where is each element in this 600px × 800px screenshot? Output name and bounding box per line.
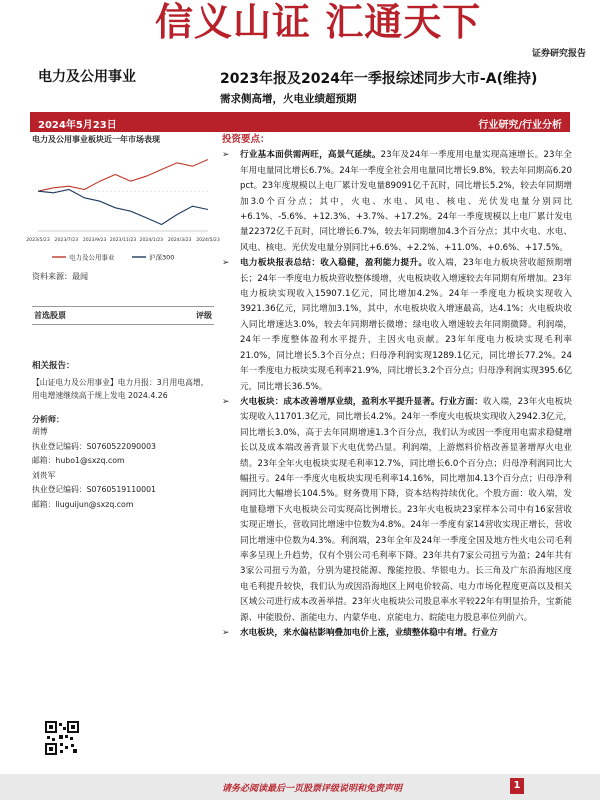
legend-label: 电力及公用事业	[69, 253, 115, 262]
report-category: 行业研究/行业分析	[478, 120, 562, 131]
chart-source: 资料来源：最闻	[32, 272, 88, 281]
paragraph-lead: 水电板块，来水偏枯影响叠加电价上涨，业绩整体稳中有增。行业方	[240, 628, 498, 638]
related-reports-heading: 相关报告：	[32, 361, 75, 371]
x-tick-label: 2023/9/23	[82, 238, 107, 243]
analyst-cert: 执业登记编码：S0760519110001	[32, 485, 157, 494]
x-tick-label: 2023/11/23	[109, 238, 137, 243]
qr-code-icon	[45, 721, 79, 755]
arrow-bullet-icon: ➢	[222, 628, 230, 638]
paragraph	[222, 395, 572, 626]
series-line-0	[38, 160, 208, 192]
sidebar	[26, 132, 220, 752]
header-band	[30, 112, 570, 132]
first-stock-header	[32, 306, 214, 325]
paragraph-lead: 行业基本面供需两旺，高景气延续。	[240, 150, 381, 161]
x-tick-label: 2023/5/23	[26, 238, 50, 243]
report-date: 2024年5月23日	[38, 120, 117, 131]
disclaimer-link[interactable]: 请务必阅读最后一页股票评级说明和免责声明	[222, 784, 403, 794]
x-tick-label: 2024/1/23	[139, 238, 164, 243]
arrow-bullet-icon: ➢	[222, 150, 230, 161]
analyst-name: 胡博	[32, 427, 48, 436]
footer-bar	[0, 774, 600, 800]
paragraph	[222, 256, 572, 395]
x-tick-label: 2023/7/23	[54, 238, 79, 243]
paragraph	[222, 626, 572, 641]
investment-points-heading: 投资要点：	[222, 134, 270, 145]
chart-title: 电力及公用事业板块近一年市场表现	[32, 135, 160, 144]
paragraph-lead: 电力板块报表总结：收入稳健，盈利能力提升。	[240, 258, 428, 269]
first-stock-label: 首选股票	[34, 311, 66, 320]
arrow-bullet-icon: ➢	[222, 258, 230, 269]
report-subtitle: 需求侧高增，火电业绩超预期	[220, 93, 357, 105]
page-number: 1	[510, 778, 524, 794]
analyst-name: 刘贵军	[32, 470, 56, 480]
market-performance-chart	[26, 147, 220, 267]
x-tick-label: 2024/3/23	[167, 238, 192, 243]
related-report-link[interactable]: 【山证电力及公用事业】电力月报：3月用电高增，用电增速继续高于规上发电 2024.4.26	[32, 378, 209, 400]
industry-name: 电力及公用事业	[38, 69, 136, 85]
report-type-label: 证券研究报告	[531, 49, 586, 59]
paragraph-text: 23年及24年一季度用电量实现高速增长。23年全年用电量同比增长6.7%。24年一季度全社会用电量同比增长9.8%，较去年同期高6.20 pct。23年度规模以上电厂累计发电量89091亿千瓦时，同比增长5.2%，较去年同期增加3.0个百分点；其中，火电、水电、风电、核电、光伏发电量分别同比+6.1%、-5.6%、+12.3%、+3.7%、+17.2%。24年一季度规模以上电厂累计发电量22372亿千瓦时，同比增长6.7%，较去年同期增加4.3个百分点；其中火电、水电、风电、核电、光伏发电量分别同比+6.6%、+2.2%、+11.0%、+0.6%、+17.5%。	[240, 150, 572, 253]
main-content	[222, 132, 572, 641]
legend-label: 沪深300	[149, 253, 175, 262]
analyst-email[interactable]: 邮箱：hubo1@sxzq.com	[32, 456, 125, 465]
paragraph-text: 收入端，23年火电板块实现收入11701.3亿元，同比增长4.2%。24年一季度火电板块实现收入2942.3亿元，同比增长3.0%，高于去年同期增速1.3个百分点，我们认为或因一季度用电需求稳健增长以及成本端改善背景下火电优势凸显。利润端，上游燃料价格改善显著增厚火电业绩。23年全年火电板块实现毛利率12.7%，同比增长6.0个百分点；归母净利润同比大幅扭亏。24年一季度火电板块实现毛利率14.16%，同比增加4.13个百分点；归母净利润同比大幅增长104.5%。财务费用下降，资本结构持续优化。个股方面：收入端，发电量稳增下火电板块公司实现高比例增长。23年火电板块23家样本公司中有16家营收实现正增长，营收同比增速中位数为4.8%。24年一季度有家14营收实现正增长，营收同比增速中位数为4.3%。利润端，23年全年及24年一季度全国及地方性火电公司毛利率多呈现上升趋势，仅有个别公司毛利率下降。23年共有7家公司扭亏为盈；24年共有3家公司扭亏为盈，分别为建投能源、豫能控股、华银电力。长三角及广东沿海地区度电毛利提升较快，我们认为或因沿海地区上网电价较高、电力市场化程度更高以及相关区域公司进行成本改善举措。23年火电板块公司股息率水平较22年有明显抬升，宝新能源、申能股份、浙能电力、内蒙华电、京能电力、皖能电力股息率位列前六。	[240, 396, 572, 623]
analyst-cert: 执业登记编码：S0760522090003	[32, 441, 157, 451]
arrow-bullet-icon: ➢	[222, 396, 230, 407]
rating-label: 评级	[196, 311, 212, 320]
analysts-heading: 分析师：	[32, 415, 64, 424]
paragraph	[222, 148, 572, 256]
paragraph-lead: 火电板块：成本改善增厚业绩，盈利水平提升显著。行业方面：	[240, 396, 483, 407]
brand-logo: 信义山证 汇通天下	[155, 0, 482, 44]
paragraph-text: 收入端，23年电力板块营收超预期增长；24年一季度电力板块营收整体缓增，火电板块收入增速较去年同期有所增加。23年电力板块实现收入15907.1亿元，同比增加4.2%。24年一季度电力板块实现收入3921.36亿元，同比增加3.1%，其中，水电板块收入增速最高，达4.1%；火电板块收入同比增速达3.0%，较去年同期增长微增；绿电收入增速较去年同期微降。利润端，24年一季度整体盈利水平提升，主因火电贡献。23年年度电力板块实现毛利率21.0%，同比增长5.3个百分点；归母净利润实现1289.1亿元，同比增长77.2%。24年一季度电力板块实现毛利率21.9%，同比增长3.2个百分点；归母净利润实现395.6亿元，同比增长36.5%。	[240, 258, 572, 392]
analyst-email[interactable]: 邮箱：liuguijun@sxzq.com	[32, 499, 134, 509]
series-line-1	[38, 190, 208, 225]
report-title: 2023年报及2024年一季报综述同步大市-A(维持)	[220, 71, 538, 87]
x-tick-label: 2024/5/23	[196, 238, 220, 243]
analyst-block	[32, 425, 214, 512]
